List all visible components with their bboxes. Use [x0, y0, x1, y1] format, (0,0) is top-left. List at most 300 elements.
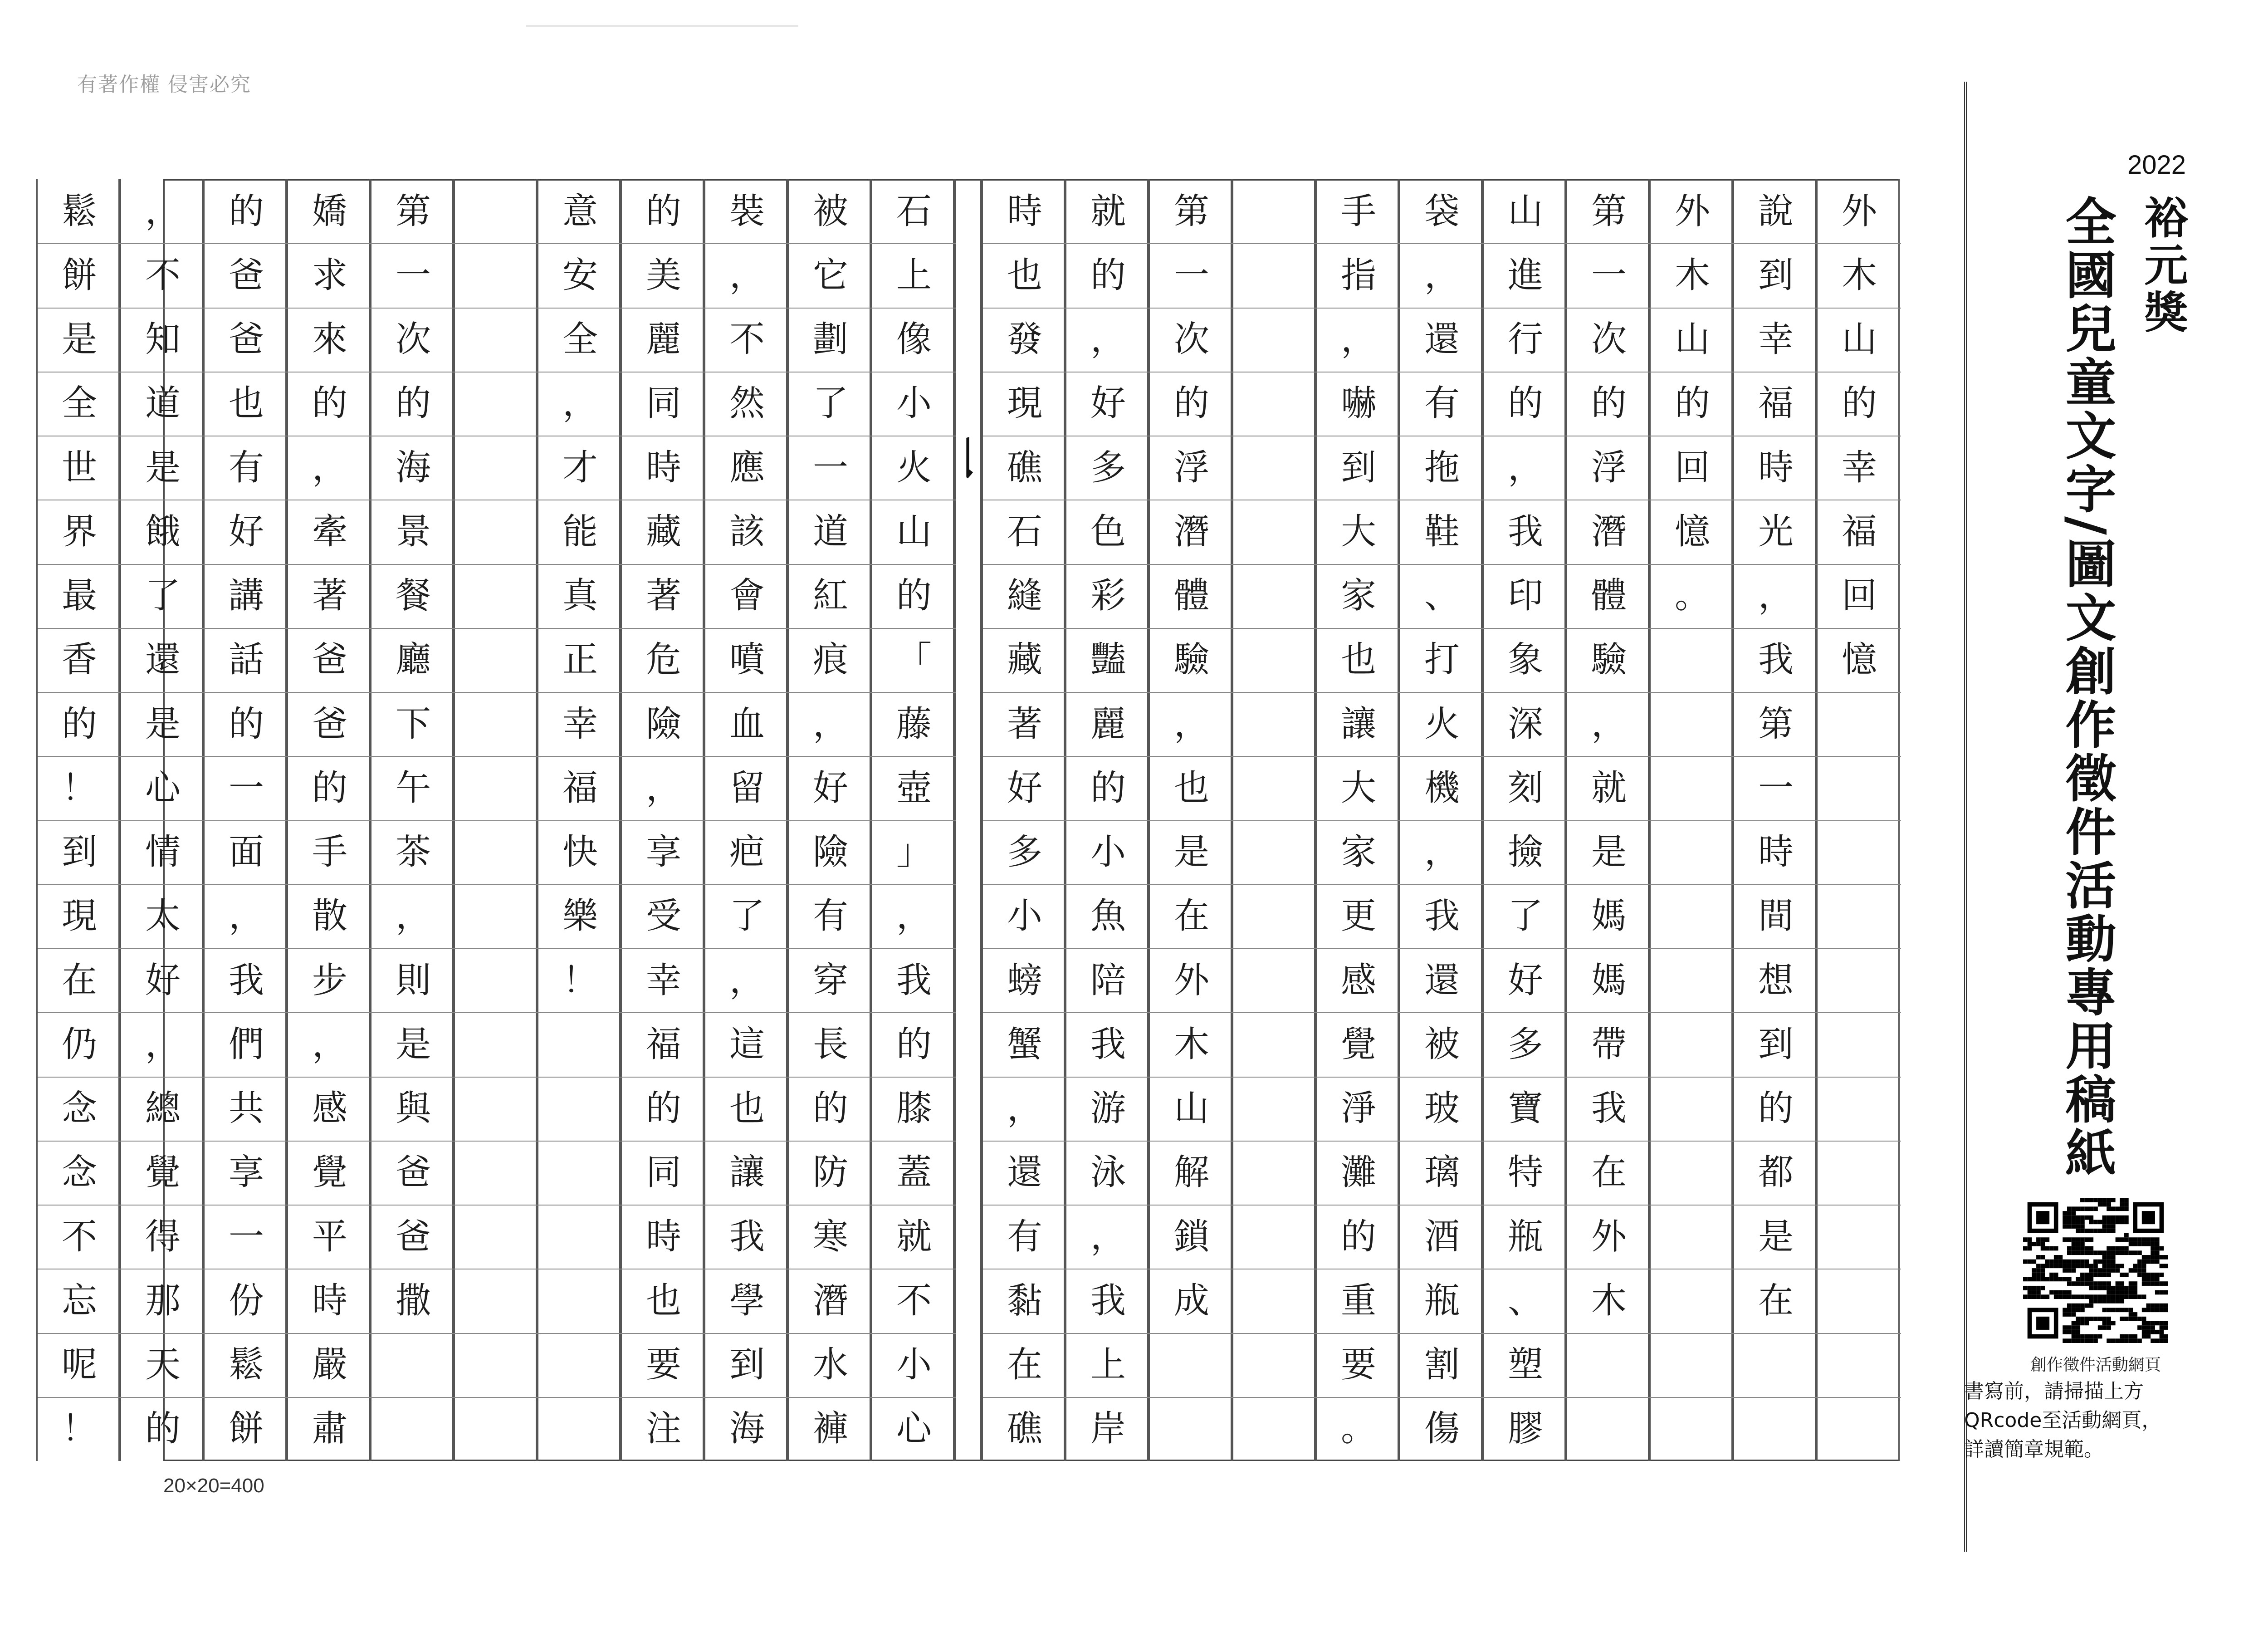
grid-character: 浮	[1173, 447, 1209, 488]
grid-character: 的	[645, 191, 681, 232]
grid-character: 魚	[1090, 896, 1126, 937]
row-line	[1818, 884, 1901, 885]
grid-character: 時	[312, 1280, 347, 1321]
writing-column	[1482, 179, 1566, 1461]
grid-character: 疤	[729, 832, 765, 873]
center-gutter	[954, 179, 982, 1461]
grid-character: 是	[145, 447, 181, 488]
grid-character: 山	[1674, 319, 1710, 360]
grid-character: 的	[1841, 383, 1877, 424]
row-line	[1734, 1397, 1818, 1398]
row-line	[455, 756, 538, 757]
grid-character: 全	[61, 383, 97, 424]
grid-character: 在	[1758, 1280, 1794, 1321]
grid-character: 火	[1424, 703, 1460, 745]
grid-character: 光	[1758, 511, 1794, 552]
grid-character: 小	[896, 1344, 932, 1386]
writing-column	[1649, 179, 1733, 1461]
grid-character: 回	[1841, 575, 1877, 617]
grid-character: 礁	[1007, 447, 1042, 488]
grid-character: 撒	[395, 1280, 431, 1321]
grid-character: ，	[896, 896, 932, 937]
row-line	[1651, 756, 1734, 757]
grid-character: 正	[562, 639, 598, 681]
grid-character: 膠	[1507, 1408, 1543, 1450]
grid-character: 爸	[312, 639, 347, 681]
grid-character: 海	[729, 1408, 765, 1450]
grid-character: 情	[145, 832, 181, 873]
grid-character: 大	[1340, 511, 1376, 552]
grid-character: 福	[1841, 511, 1877, 552]
grid-character: 還	[1007, 1152, 1042, 1193]
grid-character: 覺	[1340, 1024, 1376, 1065]
row-line	[1233, 948, 1317, 949]
row-line	[538, 1077, 622, 1078]
grid-character: 時	[645, 447, 681, 488]
writing-column	[1399, 179, 1482, 1461]
grid-character: 木	[1674, 255, 1710, 296]
grid-character: 餓	[145, 511, 181, 552]
grid-character: 劃	[812, 319, 848, 360]
row-line	[455, 1077, 538, 1078]
grid-character: 噴	[729, 639, 765, 681]
grid-character: 覺	[145, 1152, 181, 1193]
grid-character: 餐	[395, 575, 431, 617]
grid-character: 道	[812, 511, 848, 552]
grid-character: 好	[228, 511, 264, 552]
grid-character: 注	[645, 1408, 681, 1450]
grid-character: 的	[1090, 767, 1126, 809]
row-line	[538, 1141, 622, 1142]
row-line	[455, 1012, 538, 1013]
grid-character: 是	[145, 703, 181, 745]
grid-character: 更	[1340, 896, 1376, 937]
row-line	[455, 1397, 538, 1398]
grid-character: 媽	[1591, 960, 1627, 1001]
grid-character: 得	[145, 1216, 181, 1257]
grid-character: 重	[1340, 1280, 1376, 1321]
grid-character: 也	[1007, 255, 1042, 296]
row-line	[1651, 1012, 1734, 1013]
grid-character: 麗	[645, 319, 681, 360]
row-line	[1651, 1205, 1734, 1206]
writing-column	[1566, 179, 1649, 1461]
grid-character: 好	[1507, 960, 1543, 1001]
grid-character: 一	[228, 1216, 264, 1257]
grid-character: 一	[395, 255, 431, 296]
grid-character: 我	[729, 1216, 765, 1257]
grid-character: 了	[812, 383, 848, 424]
grid-character: 撿	[1507, 832, 1543, 873]
grid-character: ，	[1591, 703, 1627, 745]
row-line	[1233, 1012, 1317, 1013]
grid-character: 不	[61, 1216, 97, 1257]
row-line	[538, 1012, 622, 1013]
writing-column	[871, 179, 954, 1461]
row-line	[1233, 1205, 1317, 1206]
grid-character: 餅	[61, 255, 97, 296]
grid-character: ，	[1340, 319, 1376, 360]
row-line	[1818, 1205, 1901, 1206]
grid-character: 份	[228, 1280, 264, 1321]
grid-character: 好	[145, 960, 181, 1001]
grid-character: 呢	[61, 1344, 97, 1386]
grid-character: 藏	[645, 511, 681, 552]
grid-character: 的	[1090, 255, 1126, 296]
grid-character: 來	[312, 319, 347, 360]
grid-character: 家	[1340, 575, 1376, 617]
grid-character: 瓶	[1507, 1216, 1543, 1257]
grid-character: 步	[312, 960, 347, 1001]
row-line	[1651, 820, 1734, 821]
grid-character: 一	[1173, 255, 1209, 296]
grid-character: 媽	[1591, 896, 1627, 937]
grid-character: 行	[1507, 319, 1543, 360]
writing-column	[1315, 179, 1399, 1461]
grid-character: 家	[1340, 832, 1376, 873]
grid-character: 游	[1090, 1088, 1126, 1129]
grid-character: 、	[1424, 575, 1460, 617]
grid-character: 景	[395, 511, 431, 552]
grid-character: 則	[395, 960, 431, 1001]
writing-column	[1065, 179, 1149, 1461]
grid-character: 講	[228, 575, 264, 617]
grid-character: 拖	[1424, 447, 1460, 488]
grid-character: 也	[228, 383, 264, 424]
writing-column	[1149, 179, 1232, 1461]
grid-character: ，	[1424, 255, 1460, 296]
row-line	[1818, 756, 1901, 757]
grid-character: 受	[645, 896, 681, 937]
grid-character: 血	[729, 703, 765, 745]
grid-character: 的	[1340, 1216, 1376, 1257]
grid-character: ，	[145, 1024, 181, 1065]
grid-character: 回	[1674, 447, 1710, 488]
grid-character: 藏	[1007, 639, 1042, 681]
grid-character: 我	[896, 960, 932, 1001]
grid-character: 要	[1340, 1344, 1376, 1386]
grid-character: 就	[1591, 767, 1627, 809]
row-line	[1233, 884, 1317, 885]
grid-character: ，	[228, 896, 264, 937]
grid-character: 酒	[1424, 1216, 1460, 1257]
grid-character: 外	[1674, 191, 1710, 232]
grid-character: 福	[1758, 383, 1794, 424]
row-line	[1818, 820, 1901, 821]
grid-character: 的	[896, 1024, 932, 1065]
grid-character: 我	[228, 960, 264, 1001]
grid-character: 第	[395, 191, 431, 232]
grid-character: ，	[395, 896, 431, 937]
grid-character: 就	[896, 1216, 932, 1257]
grid-character: ，	[1424, 832, 1460, 873]
row-line	[1818, 1012, 1901, 1013]
grid-character: 爸	[228, 255, 264, 296]
row-line	[1233, 1397, 1317, 1398]
grid-character: 就	[1090, 191, 1126, 232]
grid-character: 快	[562, 832, 598, 873]
grid-character: 幸	[562, 703, 598, 745]
qr-code-icon[interactable]	[2023, 1198, 2168, 1343]
grid-character: 那	[145, 1280, 181, 1321]
grid-character: 小	[896, 383, 932, 424]
grid-character: 割	[1424, 1344, 1460, 1386]
grid-character: 能	[562, 511, 598, 552]
grid-character: ，	[729, 255, 765, 296]
grid-character: 次	[395, 319, 431, 360]
grid-character: 不	[729, 319, 765, 360]
grid-character: 一	[228, 767, 264, 809]
grid-character: 的	[145, 1408, 181, 1450]
row-line	[1233, 1141, 1317, 1142]
grid-character: 也	[1340, 639, 1376, 681]
row-line	[1233, 243, 1317, 244]
qr-label: 創作徵件活動網頁	[2030, 1356, 2161, 1374]
grid-character: 、	[1507, 1280, 1543, 1321]
grid-character: 外	[1173, 960, 1209, 1001]
grid-character: 紅	[812, 575, 848, 617]
grid-character: 感	[1340, 960, 1376, 1001]
grid-character: 共	[228, 1088, 264, 1129]
grid-character: 太	[145, 896, 181, 937]
grid-character: 體	[1173, 575, 1209, 617]
grid-character: 多	[1007, 832, 1042, 873]
grid-character: 岸	[1090, 1408, 1126, 1450]
grid-character: 好	[1007, 767, 1042, 809]
grid-character: 幸	[1841, 447, 1877, 488]
row-line	[1818, 1397, 1901, 1398]
grid-character: 豔	[1090, 639, 1126, 681]
grid-character: ，	[1090, 1216, 1126, 1257]
grid-character: 嚴	[312, 1344, 347, 1386]
grid-character: 有	[228, 447, 264, 488]
grid-character: 鎖	[1173, 1216, 1209, 1257]
grid-character: 到	[1758, 255, 1794, 296]
grid-character: 了	[729, 896, 765, 937]
grid-character: 爸	[228, 319, 264, 360]
grid-character: 浮	[1591, 447, 1627, 488]
grid-character: 它	[812, 255, 848, 296]
grid-character: 泳	[1090, 1152, 1126, 1193]
grid-character: 忘	[61, 1280, 97, 1321]
grid-character: 午	[395, 767, 431, 809]
grid-character: 話	[228, 639, 264, 681]
grid-character: 山	[1173, 1088, 1209, 1129]
grid-character: 同	[645, 383, 681, 424]
grid-character: 是	[1758, 1216, 1794, 1257]
grid-character: 還	[1424, 960, 1460, 1001]
writing-column	[1733, 179, 1816, 1461]
grid-character: 長	[812, 1024, 848, 1065]
grid-character: 灘	[1340, 1152, 1376, 1193]
writing-column	[537, 179, 621, 1461]
grid-character: 會	[729, 575, 765, 617]
grid-character: 美	[645, 255, 681, 296]
grid-character: 到	[729, 1344, 765, 1386]
grid-character: 被	[1424, 1024, 1460, 1065]
grid-character: 的	[1591, 383, 1627, 424]
grid-character: 木	[1841, 255, 1877, 296]
row-line	[538, 1397, 622, 1398]
grid-character: 我	[1090, 1024, 1126, 1065]
grid-character: 打	[1424, 639, 1460, 681]
grid-character: 廳	[395, 639, 431, 681]
grid-character: 險	[812, 832, 848, 873]
grid-character: ！	[61, 1408, 97, 1450]
grid-character: 覺	[312, 1152, 347, 1193]
grid-character: 鬆	[61, 191, 97, 232]
writing-column	[1816, 179, 1900, 1461]
grid-character: 」	[896, 832, 932, 873]
grid-character: 在	[1591, 1152, 1627, 1193]
grid-character: 特	[1507, 1152, 1543, 1193]
sidebar-divider	[1964, 82, 1967, 1552]
grid-character: 真	[562, 575, 598, 617]
grid-character: ，	[1173, 703, 1209, 745]
writing-column	[120, 179, 203, 1461]
grid-character: ！	[562, 960, 598, 1001]
grid-character: 險	[645, 703, 681, 745]
row-line	[1651, 1141, 1734, 1142]
row-line	[1150, 1333, 1233, 1334]
grid-character: 山	[896, 511, 932, 552]
grid-character: 寒	[812, 1216, 848, 1257]
row-line	[1150, 1397, 1233, 1398]
row-line	[455, 1333, 538, 1334]
grid-character: ，	[645, 767, 681, 809]
grid-character: 安	[562, 255, 598, 296]
row-line	[538, 1205, 622, 1206]
grid-character: 憶	[1841, 639, 1877, 681]
grid-character: ，	[312, 447, 347, 488]
grid-character: 第	[1758, 703, 1794, 745]
grid-character: 留	[729, 767, 765, 809]
grid-character: ，	[729, 960, 765, 1001]
grid-character: 肅	[312, 1408, 347, 1450]
grid-character: ，	[1090, 319, 1126, 360]
grid-character: 全	[562, 319, 598, 360]
grid-character: 到	[1340, 447, 1376, 488]
grid-character: 手	[1340, 191, 1376, 232]
grid-character: 才	[562, 447, 598, 488]
grid-character: 驗	[1173, 639, 1209, 681]
grid-character: 象	[1507, 639, 1543, 681]
grid-character: 時	[1758, 832, 1794, 873]
row-line	[1233, 756, 1317, 757]
grid-character: 山	[1841, 319, 1877, 360]
grid-character: 小	[1007, 896, 1042, 937]
row-line	[371, 1333, 455, 1334]
grid-character: 我	[1758, 639, 1794, 681]
grid-character: 應	[729, 447, 765, 488]
grid-character: 上	[896, 255, 932, 296]
row-line	[1651, 1077, 1734, 1078]
grid-character: 散	[312, 896, 347, 937]
grid-character: 。	[1340, 1408, 1376, 1450]
grid-character: 的	[1758, 1088, 1794, 1129]
grid-character: 好	[812, 767, 848, 809]
grid-character: 面	[228, 832, 264, 873]
grid-character: 危	[645, 639, 681, 681]
grid-character: 色	[1090, 511, 1126, 552]
grid-character: 仍	[61, 1024, 97, 1065]
row-line	[1651, 884, 1734, 885]
row-line	[1818, 692, 1901, 693]
grid-character: 機	[1424, 767, 1460, 809]
grid-character: 也	[729, 1088, 765, 1129]
grid-character: 是	[1173, 832, 1209, 873]
grid-character: 潛	[1591, 511, 1627, 552]
grid-character: 學	[729, 1280, 765, 1321]
grid-character: 潛	[812, 1280, 848, 1321]
grid-character: 壺	[896, 767, 932, 809]
grid-character: 好	[1090, 383, 1126, 424]
grid-character: 小	[1090, 832, 1126, 873]
grid-character: 潛	[1173, 511, 1209, 552]
grid-character: 想	[1758, 960, 1794, 1001]
grid-character: 還	[145, 639, 181, 681]
grid-character: 印	[1507, 575, 1543, 617]
grid-character: 像	[896, 319, 932, 360]
row-line	[1651, 628, 1734, 629]
grid-character: 嬌	[312, 191, 347, 232]
grid-character: 念	[61, 1088, 97, 1129]
grid-character: 的	[228, 191, 264, 232]
grid-character: 次	[1173, 319, 1209, 360]
row-line	[371, 1397, 455, 1398]
row-line	[455, 692, 538, 693]
grid-character: 深	[1507, 703, 1543, 745]
grid-character: 麗	[1090, 703, 1126, 745]
grid-character: 幸	[645, 960, 681, 1001]
grid-character: 世	[61, 447, 97, 488]
row-line	[1651, 1333, 1734, 1334]
row-line	[1233, 820, 1317, 821]
grid-character: 海	[395, 447, 431, 488]
grid-character: 我	[1507, 511, 1543, 552]
grid-character: 有	[812, 896, 848, 937]
grid-character: 解	[1173, 1152, 1209, 1193]
grid-character: 道	[145, 383, 181, 424]
grid-count-label: 20×20=400	[163, 1475, 264, 1497]
grid-character: 我	[1591, 1088, 1627, 1129]
grid-character: 樂	[562, 896, 598, 937]
grid-character: 是	[1591, 832, 1627, 873]
grid-character: 木	[1173, 1024, 1209, 1065]
grid-character: 多	[1507, 1024, 1543, 1065]
grid-character: 是	[395, 1024, 431, 1065]
grid-character: 憶	[1674, 511, 1710, 552]
grid-character: 都	[1758, 1152, 1794, 1193]
grid-character: 山	[1507, 191, 1543, 232]
grid-character: 黏	[1007, 1280, 1042, 1321]
grid-character: 福	[562, 767, 598, 809]
grid-character: 石	[1007, 511, 1042, 552]
grid-character: 總	[145, 1088, 181, 1129]
grid-character: 們	[228, 1024, 264, 1065]
grid-character: 上	[1090, 1344, 1126, 1386]
grid-character: 指	[1340, 255, 1376, 296]
grid-character: 同	[645, 1152, 681, 1193]
grid-character: 在	[1007, 1344, 1042, 1386]
grid-character: 念	[61, 1152, 97, 1193]
grid-character: ，	[1507, 447, 1543, 488]
row-line	[1651, 692, 1734, 693]
grid-character: 說	[1758, 191, 1794, 232]
grid-character: 大	[1340, 767, 1376, 809]
grid-character: 的	[645, 1088, 681, 1129]
grid-character: 褲	[812, 1408, 848, 1450]
